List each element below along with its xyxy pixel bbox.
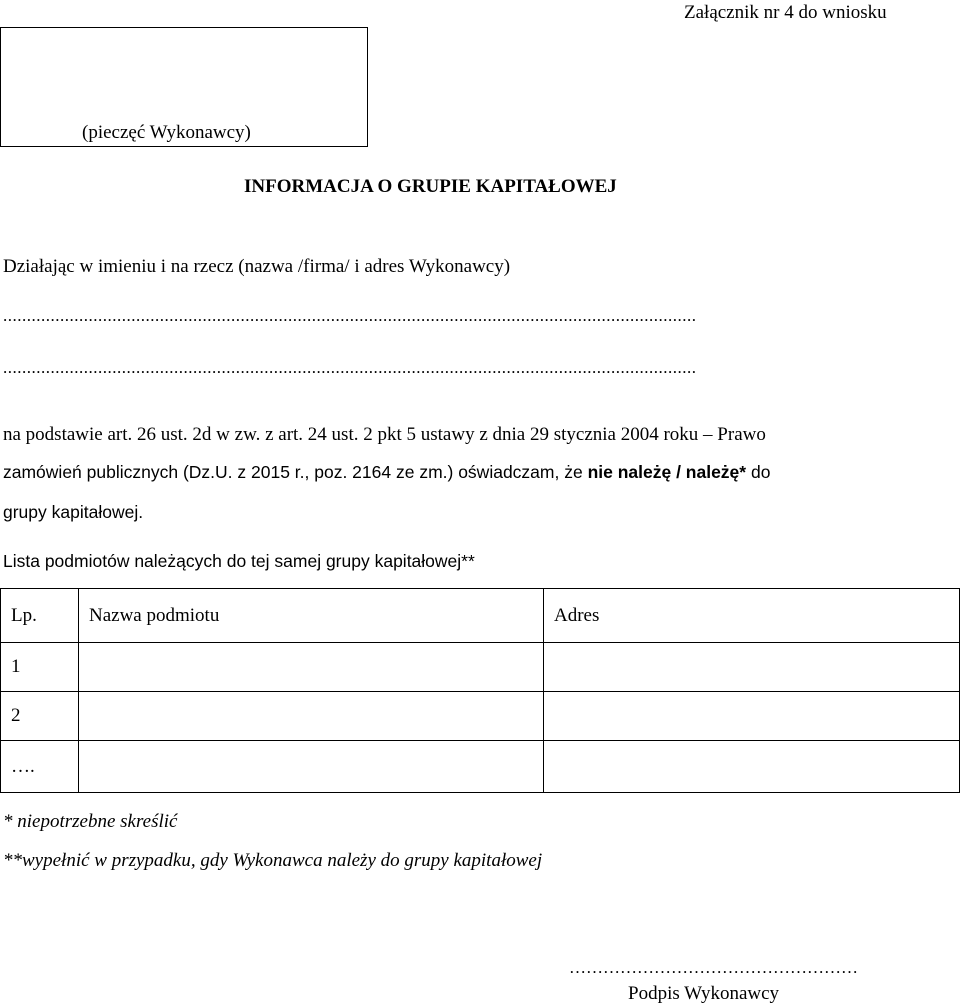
stamp-label: (pieczęć Wykonawcy) [82,122,251,143]
statement-choice: nie należę / należę* [587,462,747,482]
table-row [1,643,960,692]
row-lp: 2 [1,692,79,741]
attachment-label: Załącznik nr 4 do wniosku [684,2,887,23]
header-address: Adres [544,589,960,643]
footnote-2 [3,850,542,872]
statement-line-3: grupy kapitałowej. [3,502,144,522]
footnote-1 [3,811,177,833]
row-name [79,741,544,793]
statement-line-2-end: do [746,462,771,482]
acting-on-behalf-label: Działając w imieniu i na rzecz (nazwa /firma/ i adres Wykonawcy) [3,256,511,277]
row-lp: …. [1,741,79,793]
header-lp: Lp. [1,589,79,643]
table-row [1,692,960,741]
dotted-line-2: .................................................................................................................................................. [3,358,697,377]
row-address [544,692,960,741]
signature-label: Podpis Wykonawcy [628,983,780,1004]
page-title: INFORMACJA O GRUPIE KAPITAŁOWEJ [244,176,617,197]
capital-group-table [0,588,960,793]
row-address [544,643,960,692]
signature-dots: …………………………………………… [569,958,858,977]
row-name [79,692,544,741]
statement-line-2 [3,462,770,483]
footnote-1-text: * niepotrzebne skreślić [3,811,178,832]
row-lp: 1 [1,643,79,692]
header-name: Nazwa podmiotu [79,589,544,643]
row-address [544,741,960,793]
dotted-line-1: .................................................................................................................................................. [3,306,697,325]
list-heading: Lista podmiotów należących do tej samej grupy kapitałowej** [3,551,475,571]
statement-line-2-start: zamówień publicznych (Dz.U. z 2015 r., poz. 2164 ze zm.) oświadczam, że [3,462,588,482]
table-row [1,741,960,793]
table-header-row [1,589,960,643]
footnote-2-text: **wypełnić w przypadku, gdy Wykonawca należy do grupy kapitałowej [3,850,543,871]
row-name [79,643,544,692]
statement-line-1: na podstawie art. 26 ust. 2d w zw. z art. 24 ust. 2 pkt 5 ustawy z dnia 29 stycznia 2004 roku – Prawo [3,424,766,445]
